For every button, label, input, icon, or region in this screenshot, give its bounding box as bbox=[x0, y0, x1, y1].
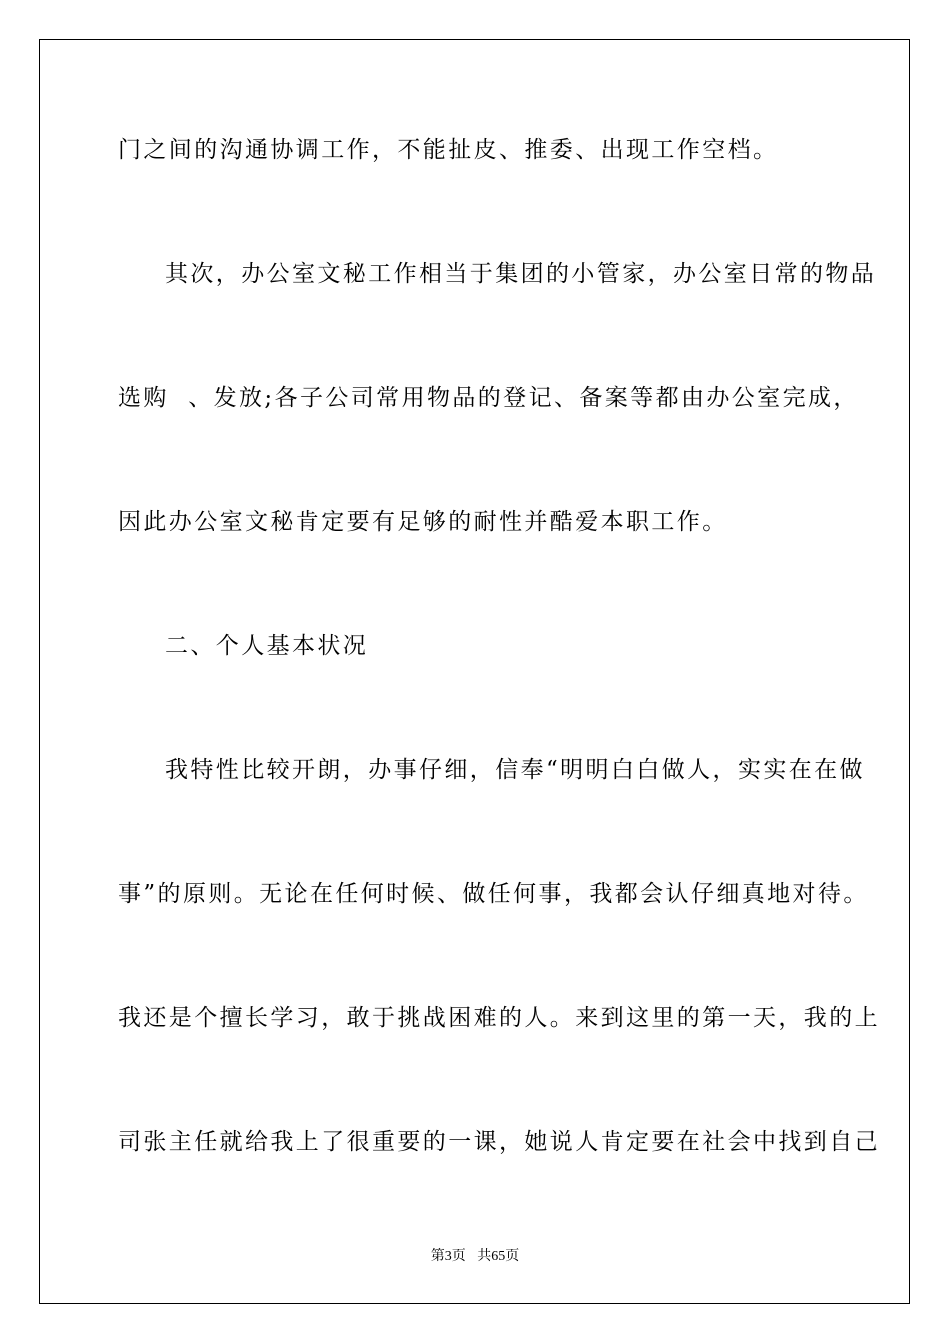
text-line: 选购 、发放;各子公司常用物品的登记、备案等都由办公室完成， bbox=[118, 385, 859, 411]
text-line: 因此办公室文秘肯定要有足够的耐性并酷爱本职工作。 bbox=[118, 509, 728, 535]
text-line: 门之间的沟通协调工作，不能扯皮、推委、出现工作空档。 bbox=[118, 137, 779, 163]
text-line: 其次，办公室文秘工作相当于集团的小管家，办公室日常的物品 bbox=[165, 261, 877, 287]
page-number: 第3页 bbox=[430, 1249, 466, 1264]
section-heading: 二、个人基本状况 bbox=[165, 633, 369, 659]
text-line: 事”的原则。无论在任何时候、做任何事，我都会认仔细真地对待。 bbox=[118, 881, 869, 907]
text-line: 我特性比较开朗，办事仔细，信奉“明明白白做人，实实在在做 bbox=[165, 757, 865, 783]
page-footer bbox=[0, 1248, 950, 1266]
page-border bbox=[39, 39, 910, 1304]
text-line: 司张主任就给我上了很重要的一课，她说人肯定要在社会中找到自己 bbox=[118, 1129, 880, 1155]
text-line: 我还是个擅长学习，敢于挑战困难的人。来到这里的第一天，我的上 bbox=[118, 1005, 880, 1031]
page-total: 共65页 bbox=[477, 1249, 520, 1264]
